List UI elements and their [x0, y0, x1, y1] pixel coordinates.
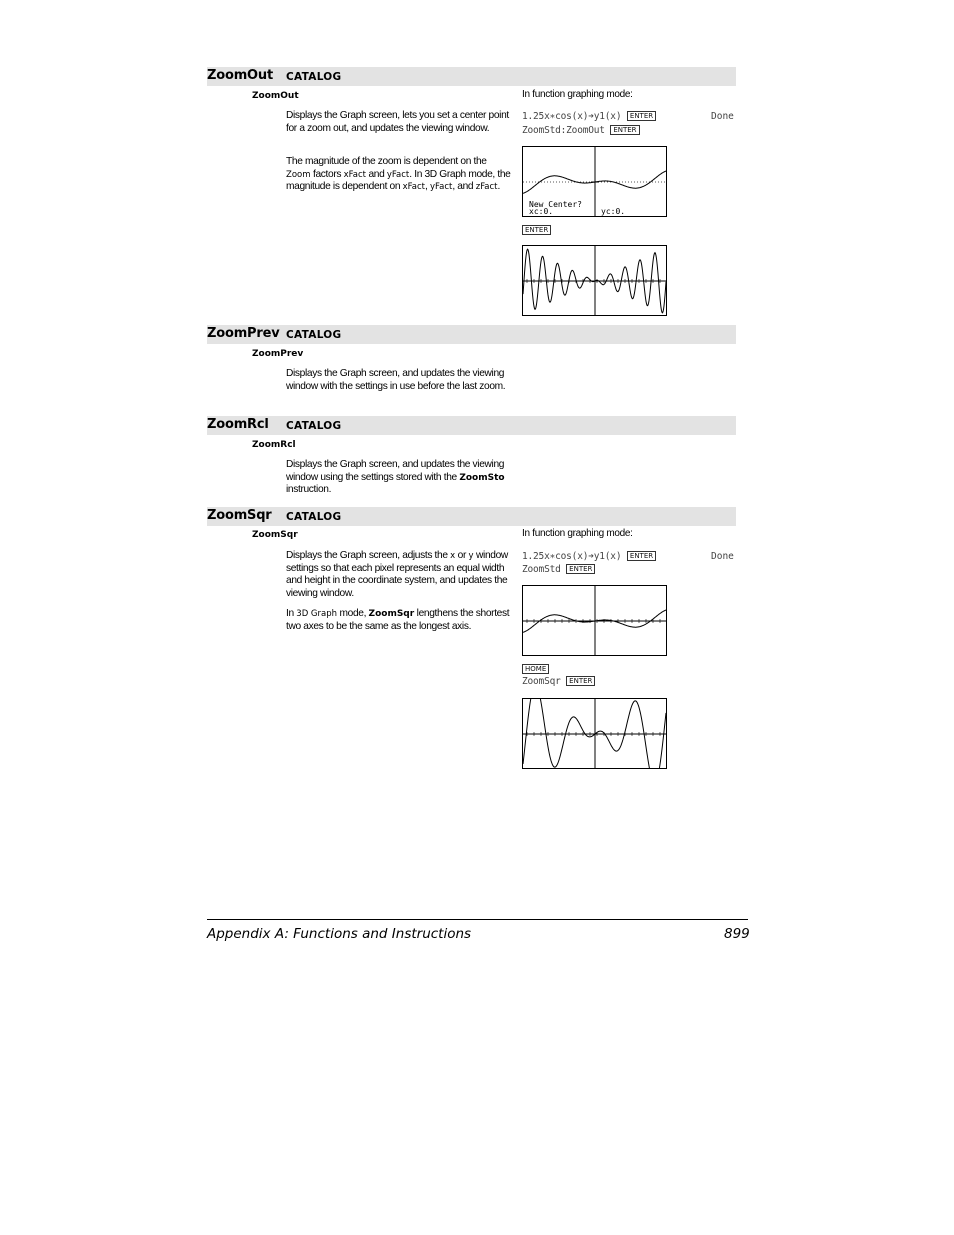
description-paragraph: The magnitude of the zoom is dependent on the Zoom factors xFact and yFact. In 3D Graph mode, the magnitude is dependent on xFact, yFact, and zFact. — [286, 156, 511, 192]
graph-screen-zoomout-result — [522, 245, 667, 316]
section-title: ZoomOut — [207, 68, 273, 83]
enter-key-icon: ENTER — [522, 225, 551, 235]
catalog-label: CATALOG — [286, 420, 342, 432]
example-entry-line: 1.25x∗cos(x)➔y1(x) ENTER — [522, 111, 656, 123]
section-title: ZoomPrev — [207, 326, 280, 341]
new-center-prompt: New Center? — [529, 200, 582, 209]
footer-rule — [207, 919, 748, 920]
home-key-icon: HOME — [522, 664, 549, 674]
example-entry-line: ZoomSqr ENTER — [522, 676, 595, 688]
example-entry-line: ZoomStd:ZoomOut ENTER — [522, 125, 640, 137]
enter-key-icon: ENTER — [566, 676, 595, 686]
enter-key-icon: ENTER — [610, 125, 639, 135]
description-paragraph: Displays the Graph screen, adjusts the x or y window settings so that each pixel represents an equal width and height in the coordinate system, and updates the viewing window. — [286, 550, 508, 599]
example-entry-line: ZoomStd ENTER — [522, 564, 595, 576]
description-paragraph: Displays the Graph screen, and updates the viewing window with the settings in use before the last zoom. — [286, 368, 506, 392]
yc-readout: yc:0. — [601, 207, 626, 216]
example-result: Done — [711, 111, 734, 122]
catalog-label: CATALOG — [286, 511, 342, 523]
example-result: Done — [711, 551, 734, 562]
syntax-line: ZoomPrev — [252, 349, 304, 359]
xc-readout: xc:0. — [529, 207, 554, 216]
catalog-label: CATALOG — [286, 329, 342, 341]
syntax-line: ZoomRcl — [252, 440, 296, 450]
example-entry-line: 1.25x∗cos(x)➔y1(x) ENTER — [522, 551, 656, 563]
description-paragraph: Displays the Graph screen, and updates the viewing window using the settings stored with the ZoomSto instruction. — [286, 459, 505, 495]
syntax-line: ZoomOut — [252, 91, 299, 101]
description-paragraph: In 3D Graph mode, ZoomSqr lengthens the shortest two axes to be the same as the longest axis. — [286, 608, 510, 632]
example-caption: In function graphing mode: — [522, 528, 633, 539]
example-caption: In function graphing mode: — [522, 89, 633, 100]
graph-screen-zoomstd — [522, 585, 667, 656]
catalog-label: CATALOG — [286, 71, 342, 83]
graph-screen-zoomsqr — [522, 698, 667, 769]
enter-key-icon: ENTER — [566, 564, 595, 574]
graph-screen-zoomout-center — [522, 146, 667, 217]
section-title: ZoomRcl — [207, 417, 269, 432]
syntax-line: ZoomSqr — [252, 530, 298, 540]
description-paragraph: Displays the Graph screen, lets you set a center point for a zoom out, and updates the viewing window. — [286, 110, 509, 134]
enter-key-icon: ENTER — [627, 111, 656, 121]
footer-title: Appendix A: Functions and Instructions — [207, 926, 472, 942]
page-number: 899 — [724, 926, 750, 942]
enter-key-icon: ENTER — [627, 551, 656, 561]
section-title: ZoomSqr — [207, 508, 272, 523]
